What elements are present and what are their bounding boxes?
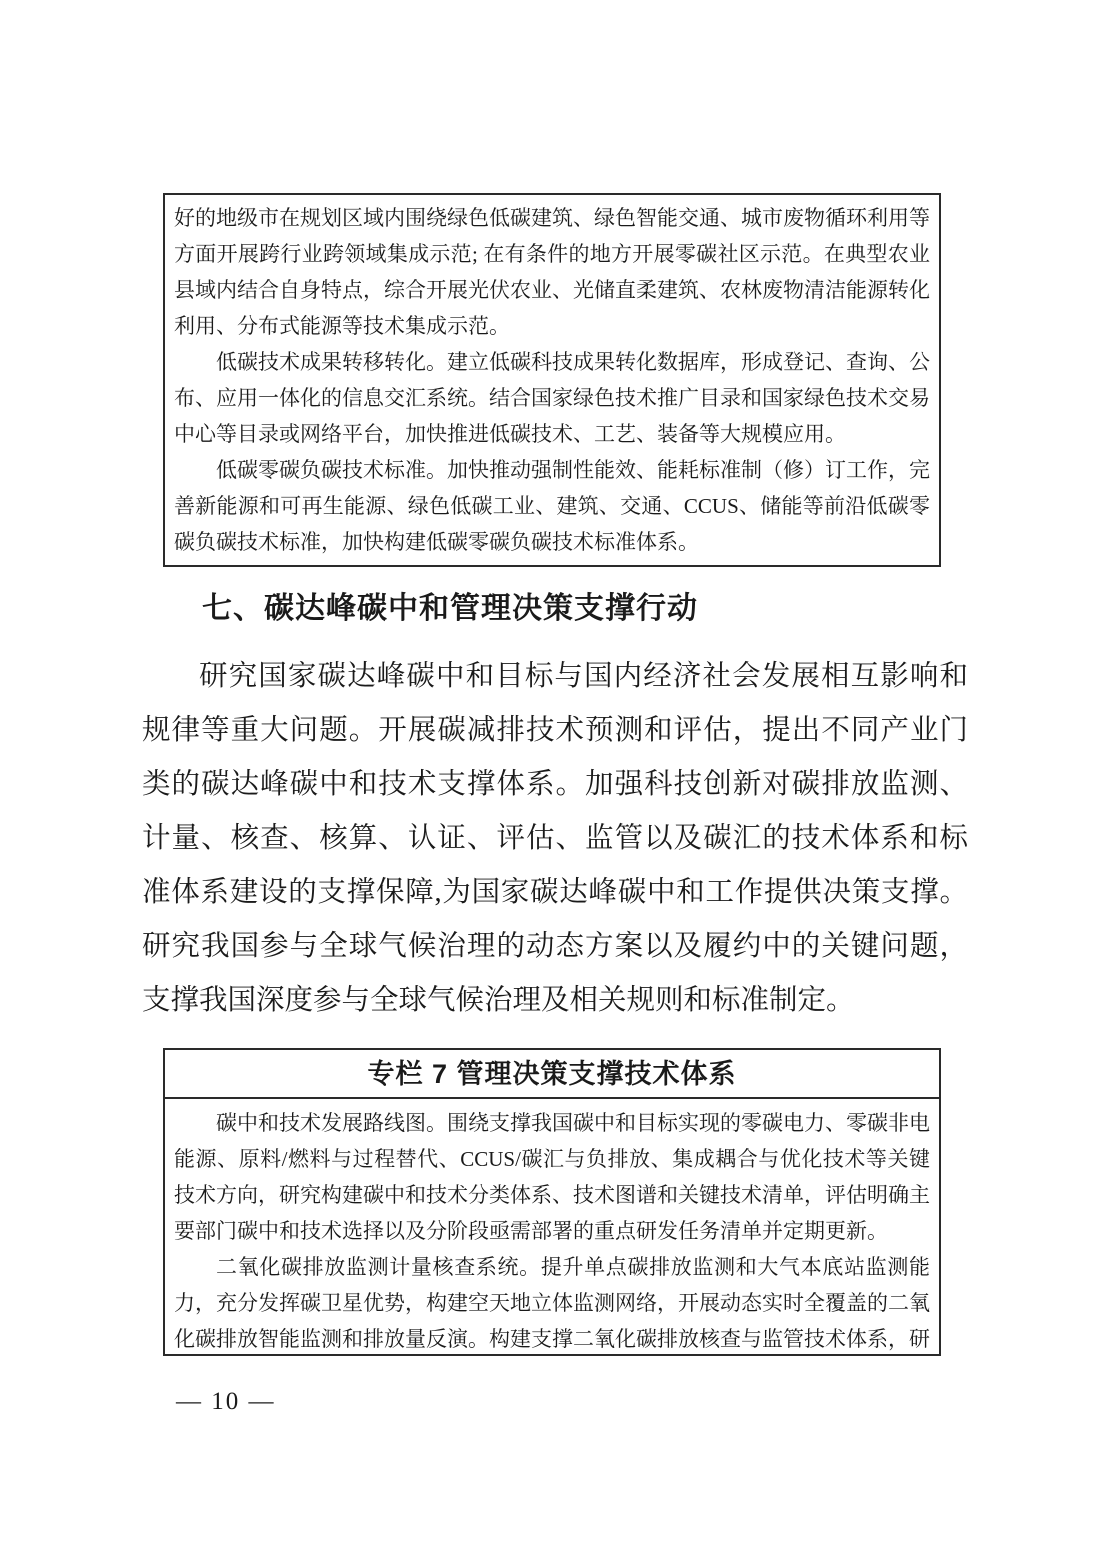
page-number: — 10 —	[176, 1388, 276, 1415]
continuation-text-box	[163, 193, 941, 567]
section-paragraph: 研究国家碳达峰碳中和目标与国内经济社会发展相互影响和规律等重大问题。开展碳减排技术预测和评估，提出不同产业门类的碳达峰碳中和技术支撑体系。加强科技创新对碳排放监测、计量、核查、核算、认证、评估、监管以及碳汇的技术体系和标准体系建设的支撑保障,为国家碳达峰碳中和工作提供决策支撑。研究我国参与全球气候治理的动态方案以及履约中的关键问题，支撑我国深度参与全球气候治理及相关规则和标准制定。	[142, 661, 968, 1016]
box-paragraph: 低碳零碳负碳技术标准。加快推动强制性能效、能耗标准制（修）订工作，完善新能源和可再生能源、绿色低碳工业、建筑、交通、CCUS、储能等前沿低碳零碳负碳技术标准，加快构建低碳零碳负碳技术标准体系。	[174, 458, 930, 554]
callout-title: 专栏 7 管理决策支撑技术体系	[165, 1050, 939, 1099]
box-paragraph: 好的地级市在规划区域内围绕绿色低碳建筑、绿色智能交通、城市废物循环利用等方面开展跨行业跨领域集成示范; 在有条件的地方开展零碳社区示范。在典型农业县域内结合自身特点，综合开展光伏农业、光储直柔建筑、农林废物清洁能源转化利用、分布式能源等技术集成示范。	[174, 206, 930, 338]
callout-paragraph: 二氧化碳排放监测计量核查系统。提升单点碳排放监测和大气本底站监测能力，充分发挥碳卫星优势，构建空天地立体监测网络，开展动态实时全覆盖的二氧化碳排放智能监测和排放量反演。构建支撑二氧化碳排放核查与监管技术体系，研	[174, 1255, 930, 1351]
box-paragraph: 低碳技术成果转移转化。建立低碳科技成果转化数据库，形成登记、查询、公布、应用一体化的信息交汇系统。结合国家绿色技术推广目录和国家绿色技术交易中心等目录或网络平台，加快推进低碳技术、工艺、装备等大规模应用。	[174, 350, 930, 446]
callout-box	[163, 1048, 941, 1356]
callout-paragraph: 碳中和技术发展路线图。围绕支撑我国碳中和目标实现的零碳电力、零碳非电能源、原料/燃料与过程替代、CCUS/碳汇与负排放、集成耦合与优化技术等关键技术方向，研究构建碳中和技术分类体系、技术图谱和关键技术清单，评估明确主要部门碳中和技术选择以及分阶段亟需部署的重点研发任务清单并定期更新。	[174, 1111, 930, 1243]
section-heading: 七、碳达峰碳中和管理决策支撑行动	[202, 592, 698, 625]
callout-body	[165, 1099, 939, 1356]
